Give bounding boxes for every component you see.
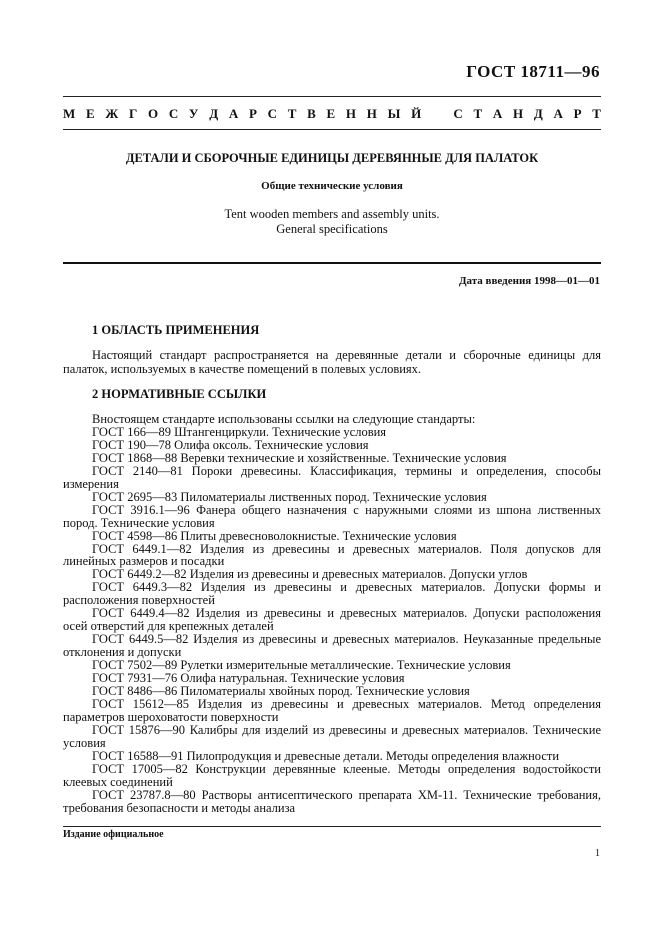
- reference-item: ГОСТ 2695—83 Пиломатериалы лиственных пород. Технические условия: [92, 489, 487, 504]
- heading-letter: В: [307, 106, 316, 121]
- reference-item: ГОСТ 8486—86 Пиломатериалы хвойных пород. Технические условия: [92, 684, 470, 699]
- heading-letter: Р: [248, 106, 257, 121]
- title-divider: [63, 262, 601, 264]
- document-title: ДЕТАЛИ И СБОРОЧНЫЕ ЕДИНИЦЫ ДЕРЕВЯННЫЕ ДЛЯ ПАЛАТОК: [125, 151, 539, 165]
- heading-letter: А: [553, 106, 563, 121]
- heading-letter: А: [492, 106, 503, 121]
- reference-item: ГОСТ 6449.2—82 Изделия из древесины и древесных материалов. Допуски углов: [92, 567, 528, 582]
- reference-item: ГОСТ 6449.5—82 Изделия из древесины и древесных материалов. Неуказанные предельные отклонения и допуски: [63, 632, 601, 660]
- reference-item: ГОСТ 6449.1—82 Изделия из древесины и древесных материалов. Поля допусков для линейных размеров и посадки: [63, 541, 601, 569]
- heading-letter: Е: [326, 106, 336, 121]
- header-divider: [63, 96, 601, 97]
- reference-item: ГОСТ 23787.8—80 Растворы антисептического препарата ХМ-11. Технические требования, требования безопасности и методы анализа: [63, 787, 601, 815]
- heading-letter: Ы: [387, 106, 401, 121]
- reference-item: ГОСТ 7931—76 Олифа натуральная. Технические условия: [92, 671, 405, 686]
- heading-letter: Н: [366, 106, 377, 121]
- heading-letter: Д: [533, 106, 543, 121]
- reference-item: ГОСТ 2140—81 Пороки древесины. Классификация, термины и определения, способы измерения: [63, 463, 601, 491]
- heading-letter: С: [453, 106, 463, 121]
- heading-letter: С: [168, 106, 179, 121]
- heading-letter: Ж: [105, 106, 119, 121]
- heading-letter: Р: [573, 106, 582, 121]
- reference-item: ГОСТ 190—78 Олифа оксоль. Технические условия: [92, 437, 369, 452]
- reference-item: ГОСТ 4598—86 Плиты древесноволокнистые. Технические условия: [92, 528, 457, 543]
- heading-letter: Г: [128, 106, 138, 121]
- heading-letter: Д: [209, 106, 219, 121]
- reference-item: ГОСТ 7502—89 Рулетки измерительные металлические. Технические условия: [92, 658, 511, 673]
- heading-letter: Н: [512, 106, 524, 121]
- reference-item: ГОСТ 166—89 Штангенциркули. Технические условия: [92, 424, 387, 439]
- section-2-heading: 2 НОРМАТИВНЫЕ ССЫЛКИ: [92, 387, 267, 401]
- heading-letter: Т: [287, 106, 297, 121]
- reference-item: ГОСТ 16588—91 Пилопродукция и древесные детали. Методы определения влажности: [92, 748, 560, 763]
- section-1-heading: 1 ОБЛАСТЬ ПРИМЕНЕНИЯ: [92, 323, 260, 337]
- heading-letter: С: [267, 106, 278, 121]
- reference-item: ГОСТ 6449.3—82 Изделия из древесины и древесных материалов. Допуски формы и расположения поверхностей: [63, 580, 601, 608]
- reference-item: ГОСТ 15612—85 Изделия из древесины и древесных материалов. Метод определения параметров шероховатости поверхности: [63, 696, 601, 724]
- reference-item: ГОСТ 15876—90 Калибры для изделий из древесины и древесных материалов. Технические условия: [63, 722, 601, 750]
- heading-letter: Т: [592, 106, 601, 121]
- edition-label: Издание официальное: [63, 829, 164, 840]
- references-list: [63, 413, 601, 815]
- heading-letter: Т: [473, 106, 483, 121]
- introduction-date: Дата введения 1998—01—01: [458, 275, 600, 287]
- heading-letter: Е: [86, 106, 95, 121]
- english-title: [63, 207, 601, 237]
- english-title-line-1: Tent wooden members and assembly units.: [224, 207, 440, 221]
- english-title-line-2: General specifications: [276, 222, 388, 236]
- reference-item: ГОСТ 6449.4—82 Изделия из древесины и древесных материалов. Допуски расположения осей отверстий для крепежных деталей: [63, 606, 601, 634]
- heading-letter: У: [188, 106, 199, 121]
- footer-divider: [63, 826, 601, 827]
- reference-item: ГОСТ 3916.1—96 Фанера общего назначения с наружными слоями из шпона лиственных пород. Технические условия: [63, 502, 601, 530]
- section-1-text: Настоящий стандарт распространяется на деревянные детали и сборочные единицы для палаток, используемых в качестве помещений в полевых условиях.: [63, 348, 601, 376]
- heading-letter: О: [147, 106, 159, 121]
- references-intro: Вностоящем стандарте использованы ссылки на следующие стандарты:: [92, 412, 476, 426]
- header-divider-bottom: [63, 129, 601, 130]
- heading-letter: Н: [345, 106, 357, 121]
- standard-type-heading: [63, 106, 601, 122]
- page-number: 1: [595, 848, 600, 859]
- reference-item: ГОСТ 17005—82 Конструкции деревянные клееные. Методы определения водостойкости клеевых соединений: [63, 761, 601, 789]
- document-subtitle: Общие технические условия: [261, 180, 403, 192]
- doc-number: ГОСТ 18711—96: [466, 62, 600, 81]
- reference-item: ГОСТ 1868—88 Веревки технические и хозяйственные. Технические условия: [92, 450, 507, 465]
- heading-letter: Й: [411, 106, 422, 121]
- heading-letter: А: [228, 106, 239, 121]
- heading-letter: М: [63, 106, 76, 121]
